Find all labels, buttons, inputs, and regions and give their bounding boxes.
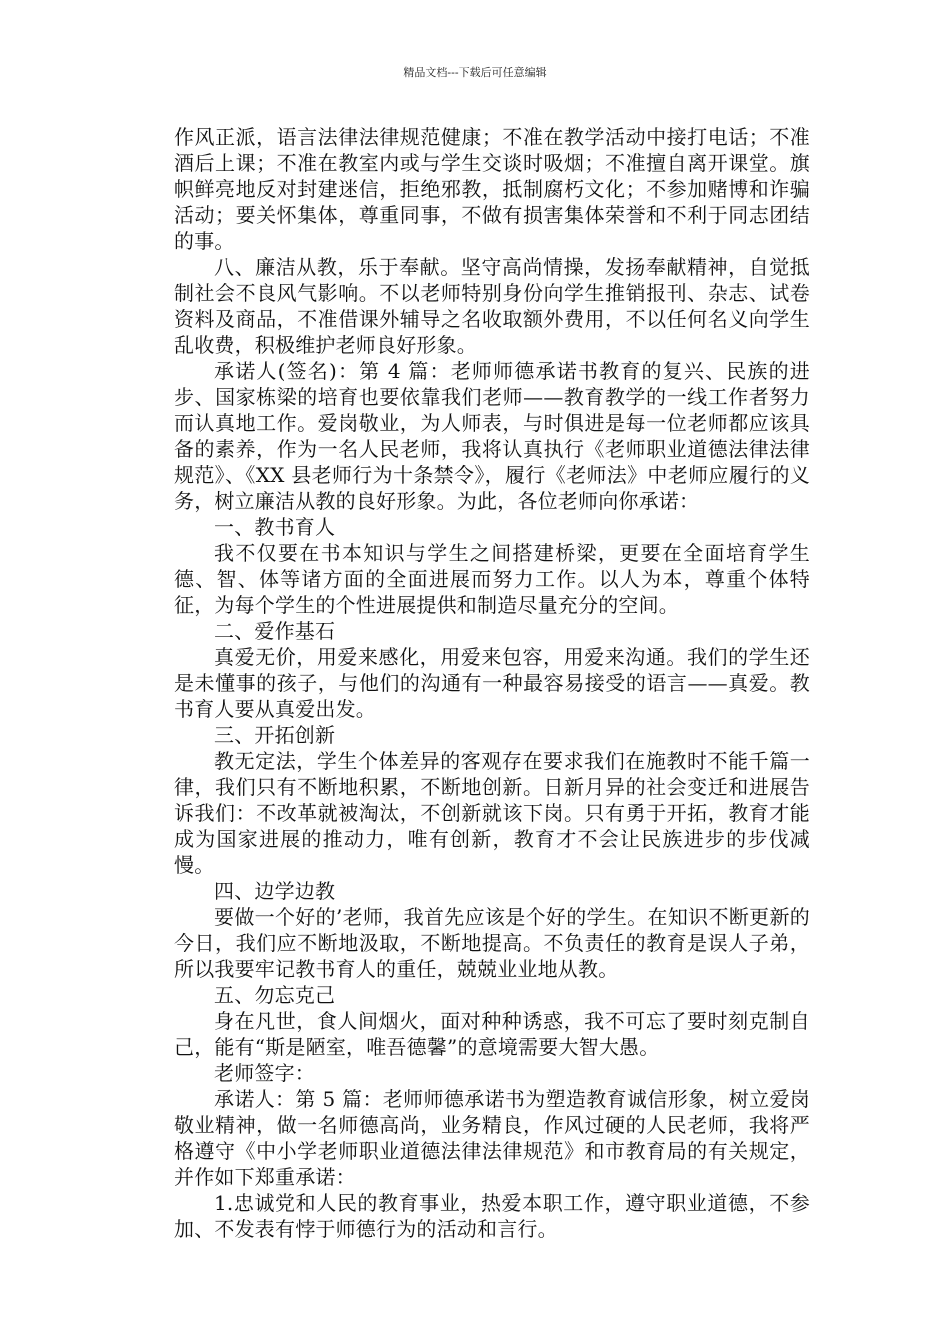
paragraph: 1.忠诚党和人民的教育事业，热爱本职工作，遵守职业道德，不参加、不发表有悖于师德行为的活动和言行。	[174, 1191, 810, 1241]
paragraph: 八、廉洁从教，乐于奉献。坚守高尚情操，发扬奉献精神，自觉抵制社会不良风气影响。不以老师特别身份向学生推销报刊、杂志、试卷资料及商品，不准借课外辅导之名收取额外费用，不以任何名义向学生乱收费，积极维护老师良好形象。	[174, 255, 810, 357]
paragraph: 我不仅要在书本知识与学生之间搭建桥梁，更要在全面培育学生德、智、体等诸方面的全面进展而努力工作。以人为本，尊重个体特征，为每个学生的个性进展提供和制造尽量充分的空间。	[174, 541, 810, 617]
section-heading: 四、边学边教	[214, 879, 336, 903]
signature-line: 老师签字：	[214, 1061, 315, 1085]
paragraph: 身在凡世，食人间烟火，面对种种诱惑，我不可忘了要时刻克制自己，能有“斯是陋室，唯吾德馨”的意境需要大智大愚。	[174, 1009, 810, 1059]
paragraph: 要做一个好的’老师，我首先应该是个好的学生。在知识不断更新的今日，我们应不断地汲取，不断地提高。不负责任的教育是误人子弟，所以我要牢记教书育人的重任，兢兢业业地从教。	[174, 905, 810, 981]
paragraph: 承诺人(签名)：第 4 篇：老师师德承诺书教育的复兴、民族的进步、国家栋梁的培育也要依靠我们老师——教育教学的一线工作者努力而认真地工作。爱岗敬业，为人师表，与时俱进是每一位老师都应该具备的素养，作为一名人民老师，我将认真执行《老师职业道德法律法律规范》、《XX 县老师行为十条禁令》，履行《老师法》中老师应履行的义务，树立廉洁从教的良好形象。为此，各位老师向你承诺：	[174, 359, 810, 513]
paragraph: 作风正派，语言法律法律规范健康；不准在教学活动中接打电话；不准酒后上课；不准在教室内或与学生交谈时吸烟；不准擅自离开课堂。旗帜鲜亮地反对封建迷信，拒绝邪教，抵制腐朽文化；不参加赌博和诈骗活动；要关怀集体，尊重同事，不做有损害集体荣誉和不利于同志团结的事。	[174, 125, 810, 253]
paragraph: 教无定法，学生个体差异的客观存在要求我们在施教时不能千篇一律，我们只有不断地积累，不断地创新。日新月异的社会变迁和进展告诉我们：不改革就被淘汰，不创新就该下岗。只有勇于开拓，教育才能成为国家进展的推动力，唯有创新，教育才不会让民族进步的步伐减慢。	[174, 749, 810, 877]
section-heading: 二、爱作基石	[214, 619, 336, 643]
document-body	[174, 124, 810, 1242]
section-heading: 三、开拓创新	[214, 723, 336, 747]
paragraph: 承诺人：第 5 篇：老师师德承诺书为塑造教育诚信形象，树立爱岗敬业精神，做一名师德高尚，业务精良，作风过硬的人民老师，我将严格遵守《中小学老师职业道德法律法律规范》和市教育局的有关规定，并作如下郑重承诺：	[174, 1087, 810, 1189]
paragraph: 真爱无价，用爱来感化，用爱来包容，用爱来沟通。我们的学生还是未懂事的孩子，与他们的沟通有一种最容易接受的语言——真爱。教书育人要从真爱出发。	[174, 645, 810, 721]
section-heading: 一、教书育人	[214, 515, 336, 539]
section-heading: 五、勿忘克己	[214, 983, 336, 1007]
page-header: 精品文档---下载后可任意编辑	[403, 66, 547, 79]
